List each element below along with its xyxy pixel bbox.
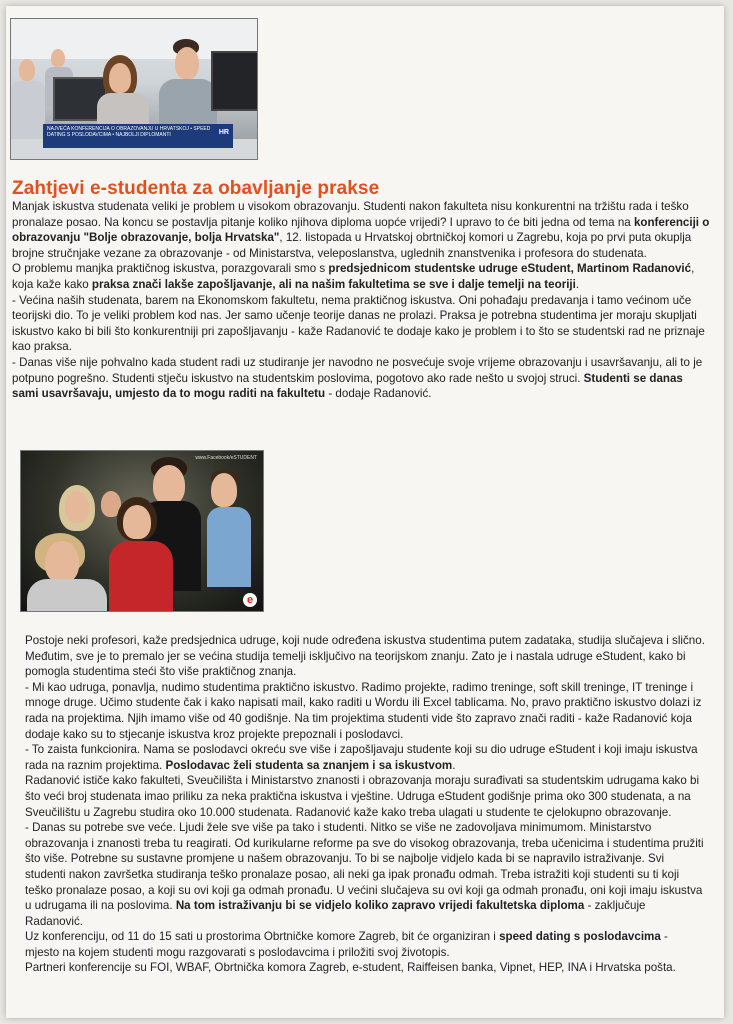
bold-text: konferenciji o obrazovanju "Bolje obrazovanje, bolja Hrvatska" bbox=[12, 215, 710, 245]
article-headline: Zahtjevi e-studenta za obavljanje prakse bbox=[12, 178, 380, 199]
text-run: , koja kaže kako bbox=[12, 262, 695, 291]
bold-text: predsjednicom studentske udruge eStudent, Martinom Radanović bbox=[328, 262, 692, 276]
group-photo bbox=[20, 450, 264, 612]
conference-banner bbox=[43, 124, 233, 148]
text-run: Uz konferenciju, od 11 do 15 sati u prostorima Obrtničke komore Zagreb, bit će organiziran i bbox=[25, 930, 500, 944]
text-run: Partneri konferencije su FOI, WBAF, Obrtnička komora Zagreb, e-student, Raiffeisen banka, Vipnet, HEP, INA i Hrvatska pošta. bbox=[25, 961, 676, 975]
text-run: . bbox=[452, 758, 456, 772]
text-run: - To zaista funkcionira. Nama se poslodavci okreću sve više i zapošljavaju studente koji su dio udruge eStudent i koji imaju iskustva rada na raznim projektima. bbox=[25, 743, 698, 772]
bold-text: Na tom istraživanju bi se vidjelo koliko zapravo vrijedi fakultetska diploma bbox=[175, 899, 585, 913]
text-run: Postoje neki profesori, kaže predsjednica udruge, koji nude određena iskustva studentima putem zadataka, studija slučajeva i slično. Međutim, sve je to premalo jer se većina studija temelji isključivo na teorijskom znanju. Zato je i nastala udruge eStudent, kako bi pomogla studentima steći što više praktičnog znanja. bbox=[25, 634, 705, 679]
estudent-logo: e bbox=[243, 593, 257, 607]
bold-text: Studenti se danas sami usavršavaju, umjesto da to mogu raditi na fakultetu bbox=[12, 371, 683, 401]
article-body-part1 bbox=[12, 199, 712, 402]
text-run: . bbox=[575, 277, 580, 291]
text-run: O problemu manjka praktičnog iskustva, porazgovarali smo s bbox=[12, 262, 329, 276]
article-paragraph bbox=[25, 633, 705, 680]
text-run: - mjesto na kojem studenti mogu razgovarati s poslodavcima i priložiti svoj životopis. bbox=[25, 930, 668, 959]
photo-watermark: www.Facebook/eSTUDENT bbox=[195, 455, 257, 461]
bold-text: Poslodavac želi studenta sa znanjem i sa iskustvom bbox=[165, 758, 453, 772]
article-paragraph bbox=[25, 773, 705, 820]
article-paragraph bbox=[12, 355, 712, 402]
article-paragraph bbox=[25, 960, 705, 976]
text-run: - Većina naših studenata, barem na Ekonomskom fakultetu, nema praktičnog iskustva. Oni pohađaju predavanja i tamo većinom uče teorijski dio. To je veliki problem kod nas. Jer samo učenje teorije danas ne prolazi. Praksa je potrebna studentima jer moraju skupljati iskustvo kako bi bili što konkurentniji pri zapošljavanju - kaže Radanović te dodaje kako je problem i to što se studentski rad ne priznaje kao praksa. bbox=[12, 293, 705, 354]
text-run: - dodaje Radanović. bbox=[325, 387, 432, 401]
conference-photo bbox=[10, 18, 258, 160]
article-paragraph bbox=[12, 293, 712, 355]
article-paragraph bbox=[12, 199, 712, 261]
banner-tag: HR bbox=[218, 129, 229, 136]
article-paragraph bbox=[25, 742, 705, 773]
article-paragraph bbox=[25, 680, 705, 742]
text-run: - Danas su potrebe sve veće. Ljudi žele sve više pa tako i studenti. Nitko se više ne zadovoljava minimumom. Ministarstvo obrazovanja i znanosti treba tu reagirati. Od kurikularne reforme pa sve do visokog obrazovanja, treba učenicima i studentima pružiti što više. Potrebne su sustavne promjene u našem obrazovanju. To bi se najbolje vidjelo kada bi se napravilo istraživanje. Svi studenti nakon završetka studiranja teško pronalaze posao, ali neki ga ipak pronađu odmah. Treba istražiti koji studenti su ti koji teško pronalaze posao, a koji su ovi koji ga odmah pronađu. U većini slučajeva su ovi koji ga odmah pronađu, oni koji imaju iskustva u udrugama ili na poslovima. bbox=[25, 821, 704, 913]
article-paragraph bbox=[25, 929, 705, 960]
bold-text: speed dating s poslodavcima bbox=[499, 930, 661, 944]
article-paragraph bbox=[25, 820, 705, 929]
text-run: - Mi kao udruga, ponavlja, nudimo studentima praktično iskustvo. Radimo projekte, radimo treninge, soft skill treninge, IT treninge i mnoge druge. Učimo studente čak i kako napisati mail, kako raditi u Wordu ili Excel tablicama. No, pravo praktično iskustvo dolazi iz rada na projektima. Njih imamo više od 40 godišnje. Na tim projektima studenti vide što zapravo znači raditi - kaže Radanović koja dodaje kako su to stjecanje iskustva kroz projekte prepoznali i poslodavci. bbox=[25, 680, 702, 741]
text-run: Manjak iskustva studenata veliki je problem u visokom obrazovanju. Studenti nakon fakulteta nisu konkurentni na tržištu rada i teško pronalaze posao. Na koncu se postavlja pitanje koliko njihova diploma uopće vrijedi? I upravo to će biti jedna od tema na bbox=[12, 200, 689, 229]
bold-text: praksa znači lakše zapošljavanje, ali na našim fakultetima se sve i dalje temelji na teoriji bbox=[91, 277, 576, 291]
text-run: - Danas više nije pohvalno kada student radi uz studiranje jer navodno ne posvećuje svoje vrijeme obrazovanju i usavršavanju, ali to je potpuno pogrešno. Studenti stječu iskustvo na studentskim poslovima, pogotovo ako rade nešto u svojoj struci. bbox=[12, 355, 703, 385]
text-run: - zaključuje Radanović. bbox=[25, 899, 646, 928]
article-paragraph bbox=[12, 261, 712, 292]
article-body-part2 bbox=[25, 633, 705, 976]
banner-text: NAJVEĆA KONFERENCIJA O OBRAZOVANJU U HRVATSKOJ • SPEED DATING S POSLODAVCIMA • NAJBOLJI DIPLOMANTI bbox=[47, 126, 211, 138]
text-run: , 12. listopada u Hrvatskoj obrtničkoj komori u Zagrebu, koja po prvi puta okuplja brojne stručnjake vezane za obrazovanje - od Ministarstva, veleposlanstva, uglednih znanstvenika i profesora do studenata. bbox=[12, 231, 692, 260]
text-run: Radanović ističe kako fakulteti, Sveučilišta i Ministarstvo znanosti i obrazovanja moraju surađivati sa studentskim udrugama kako bi što veći broj studenata imao priliku za neka praktična iskustva i vještine. Udruga eStudent godišnje prima oko 300 studenata, a na Sveučilištu u Zagrebu studira oko 10.000 studenata. Radanović kaže kako treba ulagati u studente te cjelokupno obrazovanje. bbox=[25, 774, 700, 819]
